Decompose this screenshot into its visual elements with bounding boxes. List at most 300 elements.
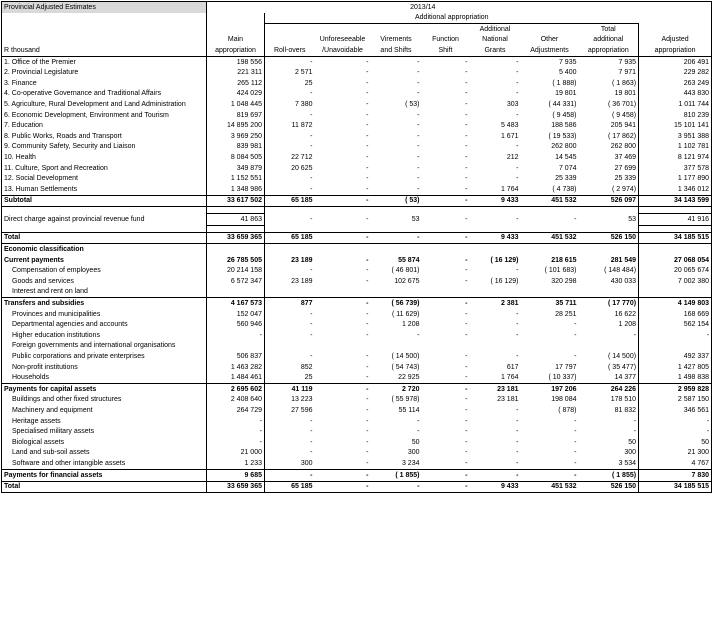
cell-value: - — [465, 310, 468, 318]
cell-value: 81 832 — [614, 406, 637, 414]
cell-value: - — [516, 69, 519, 77]
cell-value: - — [516, 58, 519, 66]
row-label: 10. Health — [2, 152, 207, 163]
cell-value: ( 46 801) — [391, 267, 420, 275]
cell-value: - — [465, 363, 468, 371]
cell-value — [639, 341, 712, 352]
econ-item-row — [2, 405, 712, 416]
cell-value: - — [366, 363, 369, 371]
cell-value: 7 935 — [558, 58, 577, 66]
cell-value: - — [310, 353, 313, 360]
cell-value: 617 — [506, 363, 519, 371]
cell-value: 25 — [304, 374, 313, 382]
vote-row — [2, 142, 712, 153]
cell-value: 1 152 551 — [207, 174, 265, 185]
cell-value: 9 433 — [470, 232, 521, 244]
cell-value: - — [417, 122, 420, 130]
cell-value: 221 311 — [207, 68, 265, 79]
empty-cell — [422, 244, 470, 255]
cell-value: 50 — [411, 438, 420, 446]
cell-value: 320 298 — [551, 277, 577, 285]
cell-value: - — [516, 438, 519, 446]
econ-group-row — [2, 298, 712, 309]
cell-value: 20 625 — [291, 164, 313, 172]
cell-value: - — [465, 353, 468, 360]
cell-value: - — [465, 428, 468, 436]
row-label: Heritage assets — [2, 416, 207, 427]
row-label: Biological assets — [2, 437, 207, 448]
cell-value: - — [417, 417, 420, 425]
cell-value — [207, 341, 265, 352]
cell-value: 1 671 — [500, 132, 519, 140]
cell-value: 35 711 — [521, 298, 579, 309]
empty-cell — [207, 244, 265, 255]
year-header: 2013/14 — [207, 2, 639, 13]
cell-value: - — [516, 310, 519, 318]
cell-value: 560 946 — [207, 320, 265, 331]
column-header-main: appropriation — [207, 45, 265, 56]
column-header-national: Grants — [470, 45, 521, 56]
cell-value: 41 119 — [265, 384, 315, 395]
econ-item-row — [2, 448, 712, 459]
column-header-main: Main — [207, 35, 265, 46]
cell-value: - — [417, 175, 420, 183]
cell-value: 810 239 — [639, 110, 712, 121]
row-label: Departmental agencies and accounts — [2, 320, 207, 331]
cell-value: - — [574, 449, 577, 457]
cell-value: - — [516, 459, 519, 467]
cell-value: - — [465, 132, 468, 140]
row-label: 6. Economic Development, Environment and Tourism — [2, 110, 207, 121]
cell-value: 303 — [506, 100, 519, 108]
cell-value: - — [639, 330, 712, 341]
cell-value: 1 011 744 — [639, 99, 712, 110]
cell-value: - — [366, 459, 369, 467]
cell-value: 23 189 — [291, 256, 313, 264]
cell-value: 7 830 — [639, 469, 712, 481]
cell-value: - — [366, 396, 369, 404]
cell-value: 3 951 388 — [639, 131, 712, 142]
row-label: 5. Agriculture, Rural Development and Land Administration — [2, 99, 207, 110]
cell-value: 1 177 890 — [639, 174, 712, 185]
cell-value: 2 587 150 — [639, 395, 712, 406]
cell-value: - — [465, 417, 468, 425]
cell-value: - — [633, 331, 637, 339]
cell-value: 9 433 — [470, 195, 521, 207]
cell-value: 300 — [300, 459, 313, 467]
econ-item-row — [2, 287, 712, 298]
cell-value: - — [465, 438, 468, 446]
cell-value: 1 048 445 — [207, 99, 265, 110]
cell-value — [422, 341, 470, 352]
cell-value: 2 408 640 — [207, 395, 265, 406]
cell-value: ( 16 129) — [490, 277, 519, 285]
row-label: Goods and services — [2, 276, 207, 287]
cell-value: - — [310, 267, 313, 275]
cell-value: - — [422, 481, 470, 493]
empty-cell — [371, 244, 422, 255]
cell-value: - — [310, 185, 313, 193]
cell-value: - — [417, 79, 420, 87]
cell-value: 7 074 — [558, 164, 577, 172]
cell-value — [470, 341, 521, 352]
cell-value — [579, 341, 639, 352]
row-label: Interest and rent on land — [2, 287, 207, 298]
cell-value: 19 801 — [555, 90, 577, 98]
cell-value: - — [366, 90, 369, 98]
cell-value: ( 148 484) — [604, 267, 637, 275]
cell-value: 198 084 — [551, 396, 577, 404]
cell-value: 188 586 — [551, 122, 577, 130]
cell-value: 17 797 — [555, 363, 577, 371]
cell-value: 263 249 — [639, 78, 712, 89]
econ-item-row — [2, 320, 712, 331]
cell-value: - — [574, 438, 577, 446]
cell-value: 25 339 — [555, 175, 577, 183]
cell-value: 41 863 — [207, 214, 265, 226]
econ-item-row — [2, 341, 712, 352]
cell-value: 451 532 — [521, 481, 579, 493]
row-label: Software and other intangible assets — [2, 458, 207, 469]
cell-value: - — [417, 69, 420, 77]
cell-value: 819 697 — [207, 110, 265, 121]
cell-value: - — [417, 90, 420, 98]
cell-value: - — [516, 267, 519, 275]
cell-value: 53 — [628, 216, 637, 224]
cell-value: - — [422, 232, 470, 244]
vote-row — [2, 68, 712, 79]
cell-value: - — [315, 469, 371, 481]
cell-value: - — [366, 374, 369, 382]
cell-value: 7 971 — [618, 69, 637, 77]
column-header-function: Shift — [422, 45, 470, 56]
econ-item-row — [2, 330, 712, 341]
cell-value: 22 712 — [291, 153, 313, 161]
cell-value: ( 1 863) — [611, 79, 637, 87]
cell-value: 9 433 — [470, 481, 521, 493]
cell-value: - — [516, 428, 519, 436]
cell-value: ( 53) — [371, 195, 422, 207]
cell-value — [265, 287, 315, 298]
cell-value: - — [465, 406, 468, 414]
cell-value: ( 1 855) — [371, 469, 422, 481]
vote-row — [2, 131, 712, 142]
cell-value: - — [516, 175, 519, 183]
cell-value — [470, 287, 521, 298]
cell-value: - — [366, 353, 369, 360]
cell-value: 526 097 — [579, 195, 639, 207]
empty-cell — [579, 244, 639, 255]
econ-item-row — [2, 362, 712, 373]
row-label: 8. Public Works, Roads and Transport — [2, 131, 207, 142]
cell-value: 300 — [624, 449, 637, 457]
vote-row — [2, 89, 712, 100]
cell-value: - — [310, 310, 313, 318]
cell-value: - — [417, 428, 420, 436]
cell-value: - — [422, 469, 470, 481]
column-header-main — [207, 24, 265, 35]
econ-group-row — [2, 384, 712, 395]
row-label: 12. Social Development — [2, 174, 207, 185]
cell-value: - — [417, 58, 420, 66]
cell-value: - — [366, 331, 369, 339]
cell-value — [521, 287, 579, 298]
cell-value: 34 185 515 — [639, 232, 712, 244]
column-header-rollovers: Roll-overs — [265, 45, 315, 56]
cell-value: 28 251 — [555, 310, 577, 318]
cell-value: - — [465, 153, 468, 161]
cell-value: - — [516, 406, 519, 414]
cell-value: - — [366, 277, 369, 285]
empty-cell — [315, 244, 371, 255]
cell-value: ( 14 500) — [391, 353, 420, 360]
vote-row — [2, 174, 712, 185]
table-title: Provincial Adjusted Estimates — [2, 2, 207, 13]
cell-value: - — [366, 69, 369, 77]
row-label: Current payments — [2, 255, 207, 266]
empty-cell — [521, 244, 579, 255]
cell-value: - — [516, 90, 519, 98]
cell-value: 14 545 — [555, 153, 577, 161]
cell-value: - — [366, 111, 369, 119]
column-header-unforeseeable: Unforeseeable — [319, 36, 366, 44]
column-header-rollovers — [265, 24, 315, 35]
column-header-national: National — [482, 36, 508, 44]
cell-value: - — [574, 353, 577, 360]
column-header-unforeseeable — [315, 24, 371, 35]
cell-value: 34 143 599 — [639, 195, 712, 207]
cell-value: 264 729 — [207, 405, 265, 416]
cell-value: 1 233 — [207, 458, 265, 469]
cell-value: 526 150 — [579, 481, 639, 493]
cell-value: 25 — [304, 79, 313, 87]
row-label: 7. Education — [2, 121, 207, 132]
cell-value: - — [310, 331, 313, 339]
cell-value: ( 17 862) — [608, 132, 637, 140]
cell-value: 451 532 — [521, 232, 579, 244]
cell-value: - — [310, 132, 313, 140]
cell-value: 262 800 — [551, 143, 577, 151]
row-label: Higher education institutions — [2, 330, 207, 341]
cell-value: - — [465, 79, 468, 87]
cell-value: - — [207, 330, 265, 341]
cell-value: 21 300 — [639, 448, 712, 459]
row-label: Public corporations and private enterprises — [2, 351, 207, 362]
cell-value: - — [516, 353, 519, 360]
row-label: 2. Provincial Legislature — [2, 68, 207, 79]
row-label: 13. Human Settlements — [2, 184, 207, 195]
cell-value: 7 002 380 — [639, 276, 712, 287]
cell-value: 55 114 — [398, 406, 420, 414]
cell-value: 26 785 505 — [207, 255, 265, 266]
column-header-function: Function — [432, 36, 459, 44]
column-header-virements — [371, 24, 422, 35]
cell-value: ( 17 770) — [579, 298, 639, 309]
cell-value: - — [516, 79, 519, 87]
cell-value: 15 101 141 — [639, 121, 712, 132]
cell-value: - — [574, 428, 577, 436]
econ-item-row — [2, 458, 712, 469]
cell-value: - — [366, 153, 369, 161]
column-header-adjusted — [639, 24, 712, 35]
cell-value: 212 — [506, 153, 519, 161]
row-label: 9. Community Safety, Security and Liaison — [2, 142, 207, 153]
cell-value: 349 879 — [207, 163, 265, 174]
cell-value: - — [465, 321, 468, 329]
cell-value — [207, 287, 265, 298]
econ-item-row — [2, 276, 712, 287]
cell-value: 65 185 — [265, 481, 315, 493]
cell-value: 3 234 — [401, 459, 420, 467]
cell-value: - — [516, 321, 519, 329]
row-label: 11. Culture, Sport and Recreation — [2, 163, 207, 174]
cell-value: - — [417, 164, 420, 172]
cell-value: - — [465, 374, 468, 382]
cell-value: - — [574, 417, 577, 425]
cell-value: 2 720 — [371, 384, 422, 395]
row-label: Machinery and equipment — [2, 405, 207, 416]
cell-value: - — [366, 216, 369, 224]
cell-value: - — [207, 416, 265, 427]
cell-value: - — [633, 417, 637, 425]
econ-item-row — [2, 395, 712, 406]
column-header-other: Other — [540, 36, 559, 44]
cell-value: - — [574, 331, 577, 339]
cell-value: ( 101 683) — [544, 267, 577, 275]
cell-value: 424 029 — [207, 89, 265, 100]
cell-value: - — [465, 449, 468, 457]
cell-value: - — [516, 111, 519, 119]
cell-value: - — [315, 384, 371, 395]
row-label: Payments for financial assets — [2, 469, 207, 481]
cell-value: - — [516, 417, 519, 425]
cell-value: - — [574, 321, 577, 329]
empty-cell — [639, 244, 712, 255]
cell-value: - — [417, 132, 420, 140]
econ-item-row — [2, 351, 712, 362]
cell-value: - — [315, 481, 371, 493]
cell-value: 3 534 — [618, 459, 637, 467]
cell-value: 19 801 — [614, 90, 637, 98]
econ-item-row — [2, 373, 712, 384]
cell-value: 50 — [639, 437, 712, 448]
cell-value: - — [366, 417, 369, 425]
cell-value: - — [465, 185, 468, 193]
cell-value: 1 346 012 — [639, 184, 712, 195]
cell-value: 281 549 — [610, 256, 637, 264]
column-header-other — [521, 24, 579, 35]
econ-item-row — [2, 266, 712, 277]
header-label-cell — [2, 35, 207, 46]
cell-value: 262 800 — [610, 143, 637, 151]
econ-group-row — [2, 255, 712, 266]
cell-value: - — [366, 79, 369, 87]
cell-value: - — [366, 100, 369, 108]
cell-value: 2 381 — [470, 298, 521, 309]
cell-value: 1 484 461 — [207, 373, 265, 384]
cell-value: - — [465, 143, 468, 151]
row-label: Specialised military assets — [2, 427, 207, 438]
cell-value: - — [417, 153, 420, 161]
row-label: Provinces and municipalities — [2, 309, 207, 320]
row-label: 1. Office of the Premier — [2, 56, 207, 67]
cell-value: 33 659 365 — [207, 232, 265, 244]
cell-value: ( 56 739) — [371, 298, 422, 309]
cell-value: 50 — [628, 438, 637, 446]
header-label-cell: R thousand — [2, 45, 207, 56]
cell-value: ( 11 629) — [392, 310, 420, 318]
econ-item-row — [2, 416, 712, 427]
cell-value: - — [422, 384, 470, 395]
cell-value: - — [310, 216, 313, 224]
cell-value: 206 491 — [639, 56, 712, 67]
cell-value: - — [366, 256, 369, 264]
cell-value: 526 150 — [579, 232, 639, 244]
cell-value: 2 959 828 — [639, 384, 712, 395]
cell-value — [371, 341, 422, 352]
cell-value: ( 9 458) — [611, 111, 637, 119]
cell-value: - — [207, 437, 265, 448]
cell-value: - — [639, 416, 712, 427]
cell-value: 300 — [407, 449, 420, 457]
cell-value: ( 44 331) — [548, 100, 577, 108]
vote-row — [2, 56, 712, 67]
cell-value: 14 377 — [614, 374, 637, 382]
row-label: Households — [2, 373, 207, 384]
cell-value: - — [366, 321, 369, 329]
row-label: Transfers and subsidies — [2, 298, 207, 309]
cell-value: - — [465, 122, 468, 130]
cell-value: 1 102 781 — [639, 142, 712, 153]
cell-value: 102 675 — [394, 277, 420, 285]
estimates-table — [1, 1, 712, 493]
cell-value: 2 695 602 — [207, 384, 265, 395]
cell-value: 839 981 — [207, 142, 265, 153]
column-header-total_add: appropriation — [579, 45, 639, 56]
cell-value: - — [422, 298, 470, 309]
cell-value: - — [366, 310, 369, 318]
cell-value: 377 578 — [639, 163, 712, 174]
row-label: 4. Co-operative Governance and Traditional Affairs — [2, 89, 207, 100]
cell-value: - — [310, 428, 313, 436]
cell-value: 7 380 — [294, 100, 313, 108]
column-header-other: Adjustments — [521, 45, 579, 56]
cell-value: - — [366, 267, 369, 275]
cell-value: - — [417, 185, 420, 193]
cell-value: - — [417, 111, 420, 119]
cell-value: ( 53) — [405, 100, 420, 108]
cell-value: 37 469 — [614, 153, 637, 161]
cell-value: 33 659 365 — [207, 481, 265, 493]
cell-value: - — [465, 459, 468, 467]
cell-value: 443 830 — [639, 89, 712, 100]
cell-value: ( 14 500) — [608, 353, 637, 360]
cell-value: 1 498 838 — [639, 373, 712, 384]
cell-value: ( 9 458) — [552, 111, 577, 119]
cell-value: - — [366, 132, 369, 140]
cell-value: - — [366, 122, 369, 130]
cell-value: ( 36 701) — [608, 100, 637, 108]
cell-value: - — [366, 58, 369, 66]
cell-value: 264 226 — [579, 384, 639, 395]
cell-value: 4 767 — [639, 458, 712, 469]
cell-value: ( 2 974) — [611, 185, 637, 193]
row-label: Subtotal — [2, 195, 207, 207]
cell-value: 1 348 986 — [207, 184, 265, 195]
cell-value: - — [310, 175, 313, 183]
cell-value: 9 685 — [207, 469, 265, 481]
cell-value: - — [366, 428, 369, 436]
